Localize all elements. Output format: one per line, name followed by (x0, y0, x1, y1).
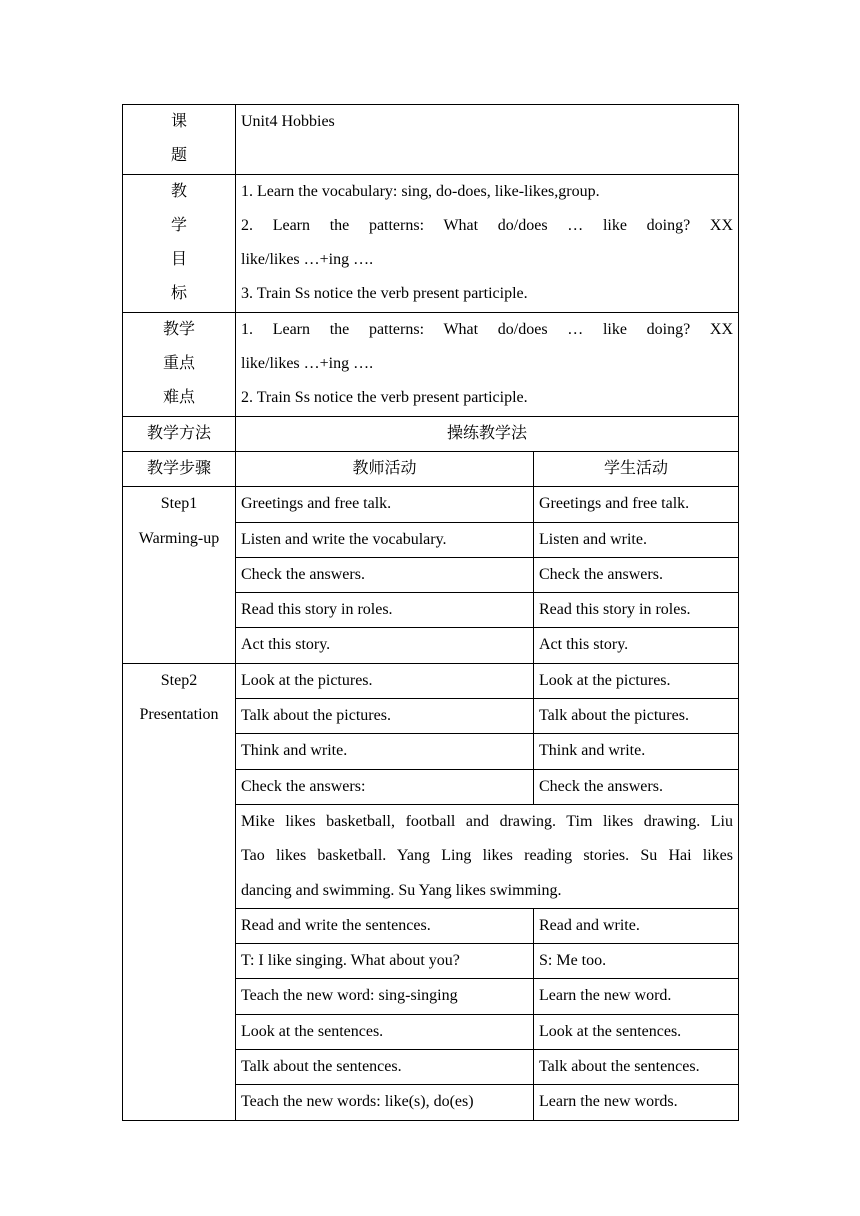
teacher-activity: Check the answers. (236, 557, 534, 592)
objective-item-3: 3. Train Ss notice the verb present participle. (241, 285, 528, 303)
student-activity: Talk about the sentences. (534, 1050, 739, 1085)
teacher-activity: Read this story in roles. (236, 593, 534, 628)
objective-item-1: 1. Learn the vocabulary: sing, do-does, like-likes,group. (241, 182, 600, 200)
student-activity: S: Me too. (534, 944, 739, 979)
teacher-activity: Talk about the pictures. (236, 699, 534, 734)
teacher-activity: Think and write. (236, 734, 534, 769)
student-activity: Check the answers. (534, 769, 739, 804)
student-activity: Learn the new word. (534, 979, 739, 1014)
steps-header-row (123, 451, 739, 486)
student-activity: Check the answers. (534, 557, 739, 592)
student-activity: Read and write. (534, 908, 739, 943)
student-activity: Listen and write. (534, 522, 739, 557)
teacher-activity: Act this story. (236, 628, 534, 663)
answer-line-3: dancing and swimming. Su Yang likes swimming. (241, 881, 562, 899)
key-points-content (236, 312, 739, 416)
objectives-label: 教 学 目 标 (123, 174, 236, 312)
key-points-label: 教学 重点 难点 (123, 312, 236, 416)
answer-paragraph (236, 804, 739, 908)
teacher-activity: Look at the pictures. (236, 663, 534, 698)
student-activity: Learn the new words. (534, 1085, 739, 1120)
objectives-row (123, 174, 739, 312)
student-activity: Read this story in roles. (534, 593, 739, 628)
student-activity: Act this story. (534, 628, 739, 663)
topic-row (123, 105, 739, 175)
teacher-activity: Look at the sentences. (236, 1014, 534, 1049)
method-label: 教学方法 (123, 416, 236, 451)
key-points-row (123, 312, 739, 416)
key-point-item-1-line-1: 1. Learn the patterns: What do/does … like doing? XX (241, 320, 733, 338)
answer-line-2: Tao likes basketball. Yang Ling likes reading stories. Su Hai likes (241, 847, 733, 865)
table-row (123, 487, 739, 522)
student-activity: Talk about the pictures. (534, 699, 739, 734)
table-row (123, 663, 739, 698)
step2-label: Step2 Presentation (123, 663, 236, 1120)
teacher-activity: Teach the new words: like(s), do(es) (236, 1085, 534, 1120)
steps-header-label: 教学步骤 (123, 451, 236, 486)
teacher-activity: Teach the new word: sing-singing (236, 979, 534, 1014)
objectives-content (236, 174, 739, 312)
key-point-item-1-line-2: like/likes …+ing …. (241, 355, 374, 373)
teacher-activity: Talk about the sentences. (236, 1050, 534, 1085)
method-value: 操练教学法 (236, 416, 739, 451)
teacher-activity: Check the answers: (236, 769, 534, 804)
teacher-activity-header: 教师活动 (236, 451, 534, 486)
lesson-plan-table (122, 104, 739, 1121)
key-point-item-2: 2. Train Ss notice the verb present participle. (241, 389, 528, 407)
teacher-activity: Read and write the sentences. (236, 908, 534, 943)
student-activity: Look at the pictures. (534, 663, 739, 698)
student-activity-header: 学生活动 (534, 451, 739, 486)
method-row (123, 416, 739, 451)
step1-label: Step1 Warming-up (123, 487, 236, 663)
topic-label: 课 题 (123, 105, 236, 175)
objective-item-2-line-1: 2. Learn the patterns: What do/does … like doing? XX (241, 216, 733, 234)
answer-line-1: Mike likes basketball, football and drawing. Tim likes drawing. Liu (241, 812, 733, 830)
topic-value: Unit4 Hobbies (236, 105, 739, 175)
teacher-activity: T: I like singing. What about you? (236, 944, 534, 979)
objective-item-2-line-2: like/likes …+ing …. (241, 251, 374, 269)
student-activity: Greetings and free talk. (534, 487, 739, 522)
student-activity: Look at the sentences. (534, 1014, 739, 1049)
teacher-activity: Greetings and free talk. (236, 487, 534, 522)
teacher-activity: Listen and write the vocabulary. (236, 522, 534, 557)
student-activity: Think and write. (534, 734, 739, 769)
